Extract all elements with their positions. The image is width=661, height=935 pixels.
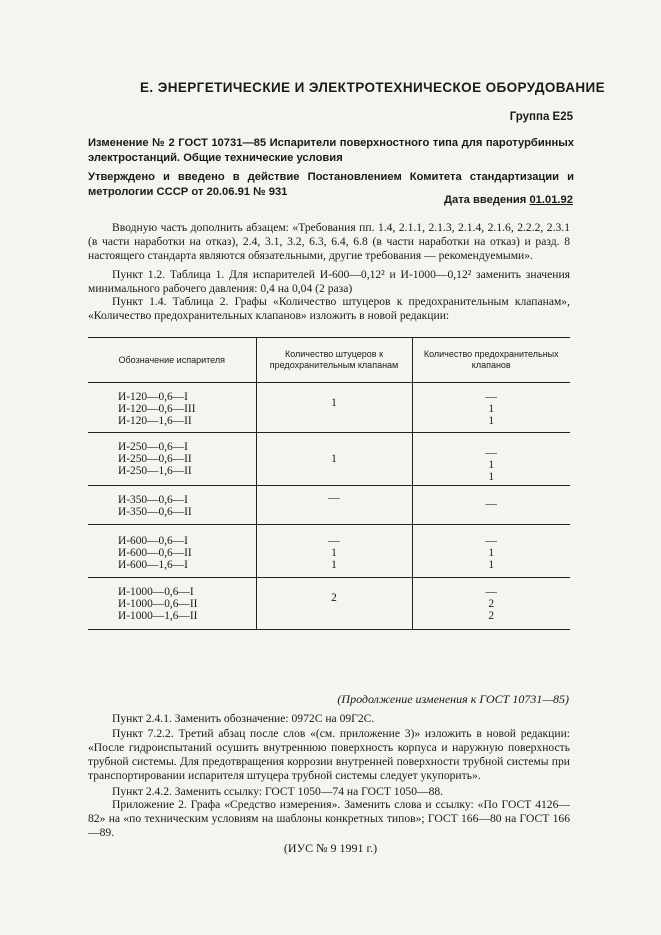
table-row	[88, 578, 570, 630]
valves-value: 1	[488, 403, 495, 415]
group-code: Группа Е25	[509, 111, 573, 123]
valves-value: —	[485, 391, 497, 403]
designation: И-600—0,6—I	[118, 535, 188, 547]
designation: И-120—0,6—I	[118, 391, 188, 403]
designation: И-350—0,6—I	[118, 494, 188, 506]
intro-date-label: Дата введения	[444, 194, 527, 206]
designation: И-600—0,6—II	[118, 547, 192, 559]
paragraph-2-4-2: Пункт 2.4.2. Заменить ссылку: ГОСТ 1050—74 на ГОСТ 1050—88.	[112, 785, 444, 798]
designation-cell	[88, 486, 256, 525]
fittings-value: 1	[331, 397, 337, 409]
table-row	[88, 486, 570, 525]
valves-cell	[412, 525, 570, 578]
fittings-value: 1	[331, 453, 337, 465]
valves-value: 1	[488, 459, 495, 471]
table-row	[88, 383, 570, 433]
fittings-cell	[256, 433, 412, 486]
table-row	[88, 525, 570, 578]
valves-value: —	[485, 447, 497, 459]
fittings-value: 2	[331, 592, 337, 604]
table-row	[88, 433, 570, 486]
designation-cell	[88, 433, 256, 486]
valves-value: —	[485, 535, 497, 547]
valves-value: 2	[488, 598, 495, 610]
valves-cell	[412, 578, 570, 630]
header-valves: Количество предохранительных клапанов	[412, 338, 570, 383]
evaporator-table	[88, 337, 570, 630]
valves-value: 1	[488, 415, 495, 427]
designation: И-1000—1,6—II	[118, 610, 198, 622]
valves-value: —	[485, 586, 497, 598]
designation: И-1000—0,6—I	[118, 586, 194, 598]
valves-value: —	[485, 498, 497, 510]
valves-cell	[412, 433, 570, 486]
designation: И-1000—0,6—II	[118, 598, 198, 610]
paragraph-7-2-2: Пункт 7.2.2. Третий абзац после слов «(см. приложение 3)» изложить в новой редакции: «После гидроиспытаний осушить внутреннюю поверхность корпуса и наружную поверхность трубной системы. Для предотвращения коррозии внутренней поверхности трубной системы при транспортировании испарителя штуцера трубной системы следует укупорить».	[88, 727, 570, 782]
paragraph-2-4-1: Пункт 2.4.1. Заменить обозначение: 0972С на 09Г2С.	[112, 712, 375, 725]
fittings-cell	[256, 525, 412, 578]
paragraph-appendix-2: Приложение 2. Графа «Средство измерения». Заменить слова и ссылку: «По ГОСТ 4126—82» на «по техническим условиям на шаблоны конкретных типов»; ГОСТ 166—80 на ГОСТ 166—89.	[88, 798, 570, 839]
designation: И-250—0,6—I	[118, 441, 188, 453]
intro-date-value: 01.01.92	[529, 194, 573, 206]
header-fittings: Количество штуцеров к предохранительным клапанам	[256, 338, 412, 383]
designation: И-120—1,6—II	[118, 415, 192, 427]
paragraph-table2: Пункт 1.4. Таблица 2. Графы «Количество штуцеров к предохранительным клапанам», «Количество предохранительных клапанов» изложить в новой редакции:	[88, 295, 570, 322]
paragraph-intro: Вводную часть дополнить абзацем: «Требования пп. 1.4, 2.1.1, 2.1.3, 2.1.4, 2.1.6, 2.2.2, 2.3.1 (в части наработки на отказ), 2.4, 3.1, 3.2, 6.3, 6.4, 6.8 (в части наработки на отказ) и разд. 8 настоящего стандарта являются обязательными, другие требования — рекомендуемыми».	[88, 221, 570, 262]
publication-footer: (ИУС № 9 1991 г.)	[283, 841, 378, 855]
continuation-note: (Продолжение изменения к ГОСТ 10731—85)	[337, 692, 569, 706]
paragraph-table1: Пункт 1.2. Таблица 1. Для испарителей И-600—0,12² и И-1000—0,12² заменить значения минимального рабочего давления: 0,4 на 0,04 (2 раза)	[88, 268, 570, 295]
fittings-cell	[256, 578, 412, 630]
valves-value: 2	[488, 610, 495, 622]
designation: И-350—0,6—II	[118, 506, 192, 518]
valves-value: 1	[488, 471, 495, 483]
designation: И-600—1,6—I	[118, 559, 188, 571]
fittings-cell	[256, 383, 412, 433]
fittings-value: 1	[331, 547, 337, 559]
section-title: Е. ЭНЕРГЕТИЧЕСКИЕ И ЭЛЕКТРОТЕХНИЧЕСКОЕ ОБОРУДОВАНИЕ	[140, 80, 606, 95]
approval-statement: Утверждено и введено в действие Постановлением Комитета стандартизации и метрологии СССР от 20.06.91 № 931	[88, 171, 574, 198]
valves-value: 1	[488, 559, 495, 571]
intro-date	[444, 194, 573, 206]
designation-cell	[88, 578, 256, 630]
header-designation: Обозначение испарителя	[88, 338, 256, 383]
fittings-cell	[256, 486, 412, 525]
amendment-heading: Изменение № 2 ГОСТ 10731—85 Испарители поверхностного типа для паротурбинных электростанций. Общие технические условия	[88, 137, 574, 164]
valves-cell	[412, 383, 570, 433]
fittings-value: —	[328, 535, 340, 547]
fittings-value: 1	[331, 559, 337, 571]
designation: И-250—0,6—II	[118, 453, 192, 465]
designation-cell	[88, 383, 256, 433]
table-header-row	[88, 338, 570, 383]
valves-cell	[412, 486, 570, 525]
designation: И-120—0,6—III	[118, 403, 196, 415]
designation: И-250—1,6—II	[118, 465, 192, 477]
designation-cell	[88, 525, 256, 578]
fittings-value: —	[328, 492, 340, 504]
valves-value: 1	[488, 547, 495, 559]
